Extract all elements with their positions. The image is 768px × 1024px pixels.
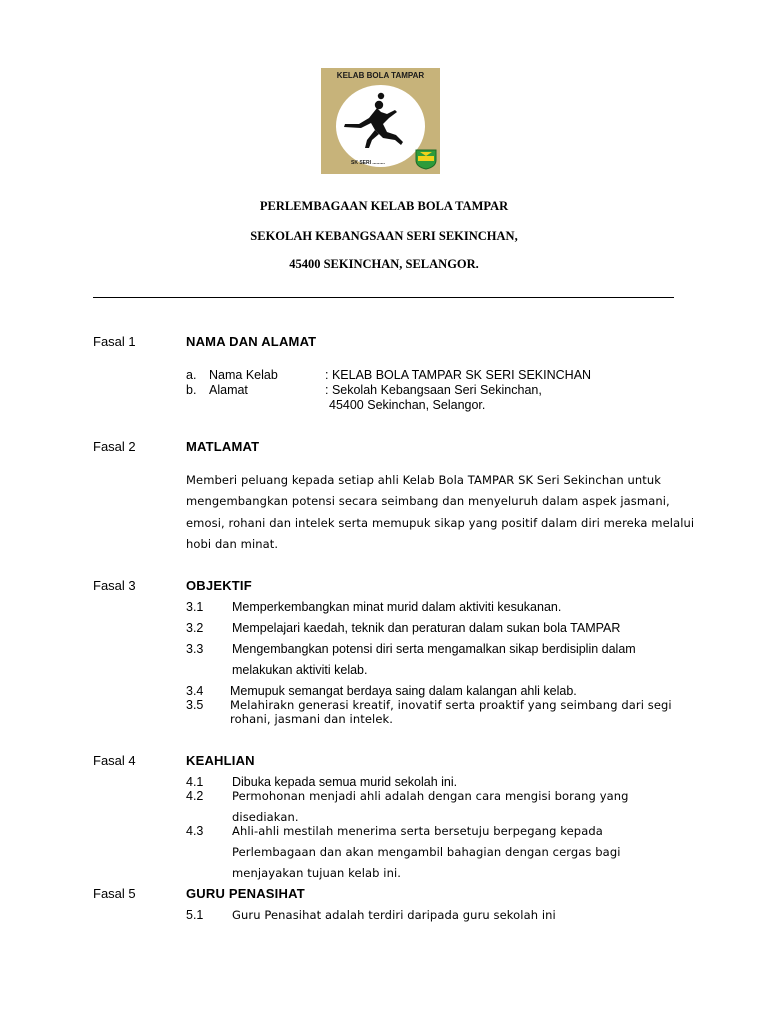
- membership-text: Perlembagaan dan akan mengambil bahagian dengan cergas bagi: [232, 845, 621, 859]
- membership-number: 4.3: [186, 824, 204, 838]
- fasal-2-line: emosi, rohani dan intelek serta memupuk sikap yang positif dalam diri mereka melalui: [186, 516, 695, 530]
- objective-text: Melahirakn generasi kreatif, inovatif serta proaktif yang seimbang dari segi: [230, 698, 672, 712]
- membership-text: Dibuka kepada semua murid sekolah ini.: [232, 775, 458, 789]
- fasal-1-heading: NAMA DAN ALAMAT: [186, 334, 317, 349]
- membership-text: Permohonan menjadi ahli adalah dengan cara mengisi borang yang: [232, 789, 629, 803]
- fasal-1-row-b-value: : Sekolah Kebangsaan Seri Sekinchan,: [325, 383, 542, 397]
- objective-text: Mempelajari kaedah, teknik dan peraturan dalam sukan bola TAMPAR: [232, 621, 621, 635]
- fasal-1-row-a-letter: a.: [186, 368, 197, 382]
- membership-number: 4.1: [186, 775, 204, 789]
- fasal-5-heading: GURU PENASIHAT: [186, 886, 305, 901]
- objective-number: 3.1: [186, 600, 204, 614]
- membership-text: menjayakan tujuan kelab ini.: [232, 866, 402, 880]
- fasal-2-line: Memberi peluang kepada setiap ahli Kelab Bola TAMPAR SK Seri Sekinchan untuk: [186, 473, 662, 487]
- objective-number: 3.2: [186, 621, 204, 635]
- fasal-1-label: Fasal 1: [93, 334, 136, 349]
- objective-number: 3.5: [186, 698, 204, 712]
- fasal-3-label: Fasal 3: [93, 578, 136, 593]
- document-title: PERLEMBAGAAN KELAB BOLA TAMPAR: [259, 199, 509, 213]
- membership-number: 4.2: [186, 789, 204, 803]
- membership-text: Ahli-ahli mestilah menerima serta bersetuju berpegang kepada: [232, 824, 603, 838]
- fasal-1-row-a-value: : KELAB BOLA TAMPAR SK SERI SEKINCHAN: [325, 368, 592, 382]
- objective-number: 3.3: [186, 642, 204, 656]
- objective-number: 3.4: [186, 684, 204, 698]
- volleyball-player-icon: [339, 90, 419, 162]
- fasal-2-line: mengembangkan potensi secara seimbang dan menyeluruh dalam aspek jasmani,: [186, 494, 670, 508]
- objective-text: Memperkembangkan minat murid dalam aktiviti kesukanan.: [232, 600, 562, 614]
- objective-text: Memupuk semangat berdaya saing dalam kalangan ahli kelab.: [230, 684, 577, 698]
- fasal-3-heading: OBJEKTIF: [186, 578, 252, 593]
- fasal-2-label: Fasal 2: [93, 439, 136, 454]
- fasal-2-heading: MATLAMAT: [186, 439, 260, 454]
- fasal-1-row-b-key: Alamat: [209, 383, 248, 397]
- objective-text: rohani, jasmani dan intelek.: [230, 712, 394, 726]
- logo-bottom-text: SK SERI .........: [351, 160, 385, 166]
- advisor-text: Guru Penasihat adalah terdiri daripada guru sekolah ini: [232, 908, 556, 922]
- fasal-4-label: Fasal 4: [93, 753, 136, 768]
- school-name: SEKOLAH KEBANGSAAN SERI SEKINCHAN,: [250, 229, 518, 243]
- fasal-1-address-line2: 45400 Sekinchan, Selangor.: [329, 398, 486, 412]
- membership-text: disediakan.: [232, 810, 299, 824]
- divider-line: [93, 297, 674, 298]
- school-badge-icon: [414, 148, 438, 170]
- fasal-1-row-a-key: Nama Kelab: [209, 368, 278, 382]
- objective-text: Mengembangkan potensi diri serta mengamalkan sikap berdisiplin dalam: [232, 642, 636, 656]
- fasal-5-label: Fasal 5: [93, 886, 136, 901]
- fasal-2-line: hobi dan minat.: [186, 537, 279, 551]
- logo-top-text: KELAB BOLA TAMPAR: [336, 71, 425, 80]
- club-logo: [321, 68, 440, 174]
- fasal-4-heading: KEAHLIAN: [186, 753, 255, 768]
- advisor-number: 5.1: [186, 908, 204, 922]
- fasal-1-row-b-letter: b.: [186, 383, 197, 397]
- school-address: 45400 SEKINCHAN, SELANGOR.: [289, 257, 479, 271]
- objective-text: melakukan aktiviti kelab.: [232, 663, 368, 677]
